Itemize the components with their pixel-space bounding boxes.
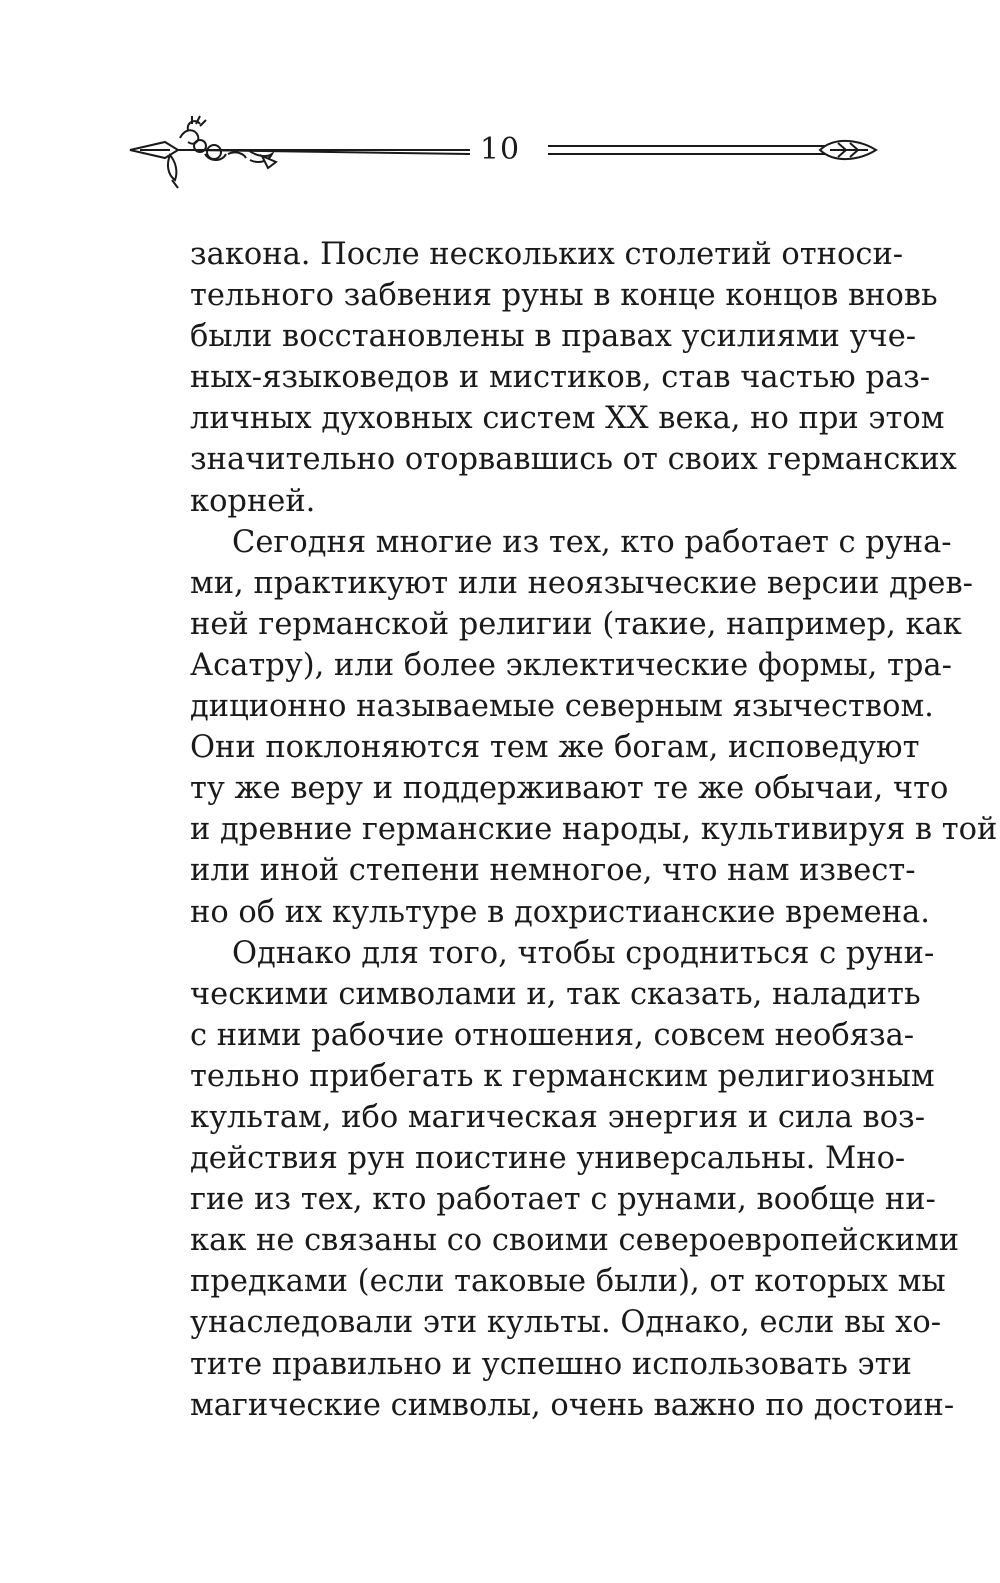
text-line: тите правильно и успешно использовать эти <box>190 1346 912 1382</box>
text-line: действия рун поистине универсальны. Мно- <box>190 1141 906 1177</box>
text-line: предками (если таковые были), от которых мы <box>190 1264 946 1300</box>
text-line: значительно оторвавшись от своих германских <box>190 442 957 478</box>
text-line: Они поклоняются тем же богам, исповедуют <box>190 730 920 766</box>
text-line: корней. <box>190 483 316 519</box>
vine-ornament-icon <box>130 116 470 188</box>
text-line: личных духовных систем XX века, но при этом <box>190 401 945 437</box>
arrow-ornament-icon <box>548 141 876 159</box>
text-line: Однако для того, чтобы сродниться с руни- <box>232 935 935 971</box>
running-header <box>0 110 1000 200</box>
text-line: ми, практикуют или неоязыческие версии древ- <box>190 565 973 601</box>
text-line: с ними рабочие отношения, совсем необяза- <box>190 1017 915 1053</box>
text-line: тельно прибегать к германским религиозным <box>190 1058 935 1094</box>
text-line: ту же веру и поддерживают те же обычаи, что <box>190 771 949 807</box>
text-line: унаследовали эти культы. Однако, если вы хо- <box>190 1305 942 1341</box>
paragraph <box>190 933 960 1426</box>
text-line: и древние германские народы, культивируя в той <box>190 812 998 848</box>
text-line: культам, ибо магическая энергия и сила воз- <box>190 1099 925 1135</box>
text-line: диционно называемые северным язычеством. <box>190 689 934 725</box>
paragraph <box>190 234 957 522</box>
text-line: ных-языковедов и мистиков, став частью раз- <box>190 360 931 396</box>
text-line: были восстановлены в правах усилиями уче- <box>190 319 917 355</box>
text-line: Сегодня многие из тех, кто работает с руна- <box>232 524 952 560</box>
text-line: гие из тех, кто работает с рунами, вообще ни- <box>190 1182 936 1218</box>
text-line: ней германской религии (такие, например, как <box>190 606 962 642</box>
text-line: Асатру), или более эклектические формы, тра- <box>190 647 952 683</box>
text-line: закона. После нескольких столетий относи- <box>190 237 904 272</box>
text-line: магические символы, очень важно по достоин- <box>190 1387 955 1423</box>
text-line: или иной степени немногое, что нам извест- <box>190 853 916 889</box>
text-line: но об их культуре в дохристианские времена. <box>190 894 930 930</box>
text-line: ческими символами и, так сказать, наладить <box>190 976 921 1012</box>
paragraph <box>190 522 998 933</box>
text-line: тельного забвения руны в конце концов вновь <box>190 278 938 314</box>
body-text <box>190 234 998 1426</box>
page-number: 10 <box>479 132 521 167</box>
text-line: как не связаны со своими североевропейскими <box>190 1223 960 1259</box>
